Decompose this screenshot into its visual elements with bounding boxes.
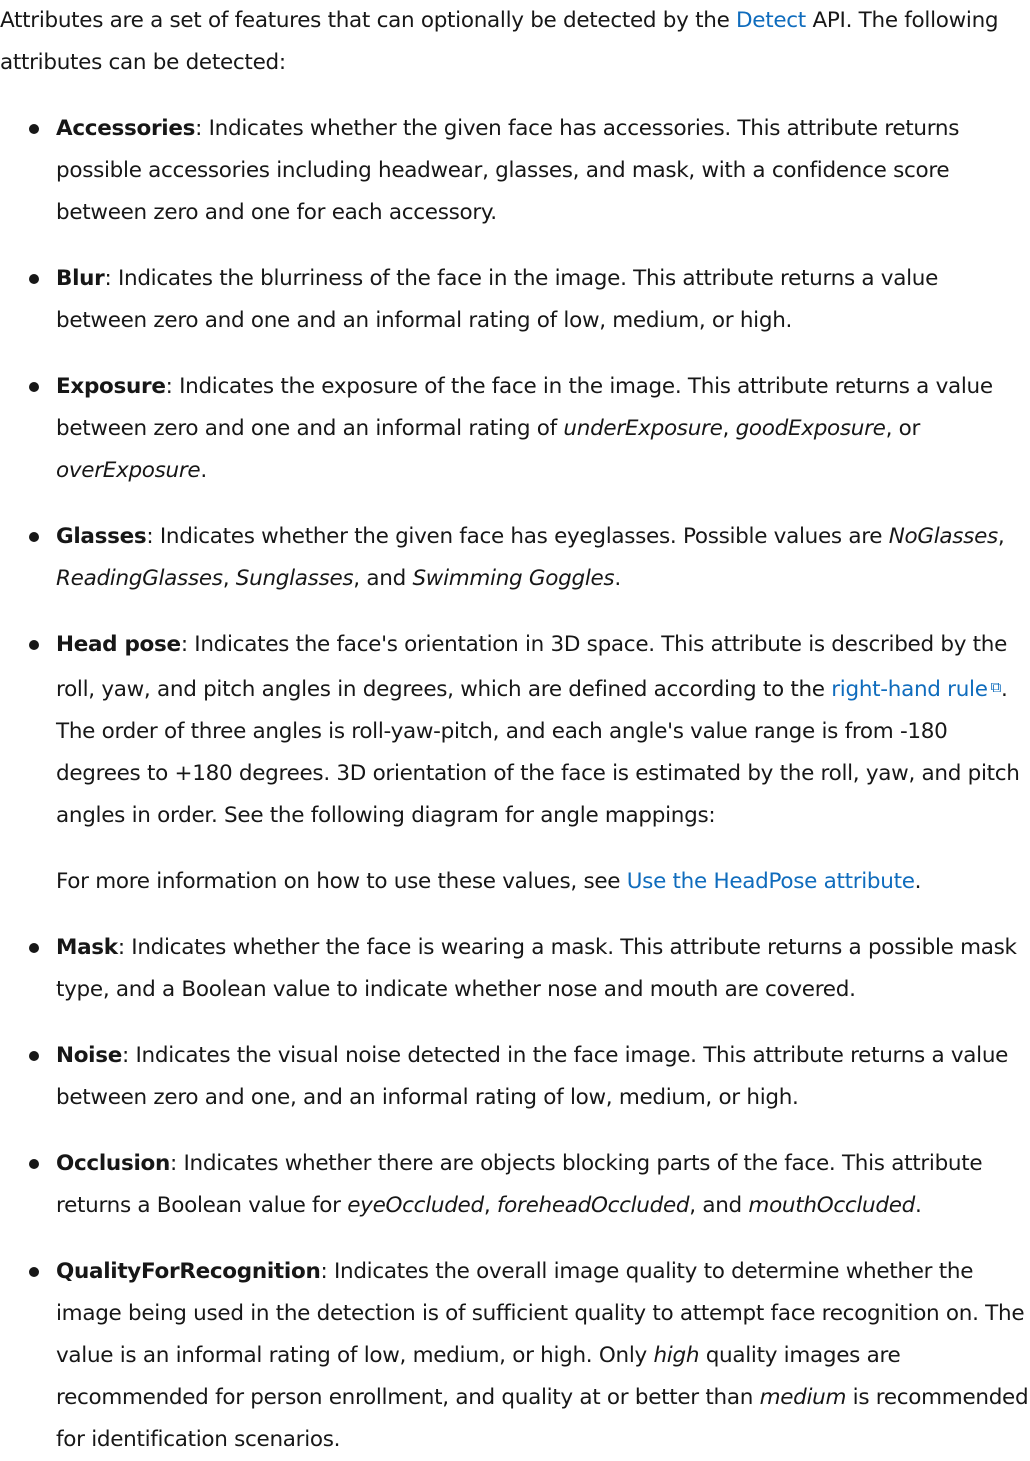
list-item-qualityforrecognition: [0, 1251, 1030, 1461]
value-noglasses: NoGlasses: [888, 524, 998, 549]
list-item-occlusion: [0, 1143, 1030, 1227]
desc-glasses: : Indicates whether the given face has eyeglasses. Possible values are: [146, 524, 889, 549]
value-readingglasses: ReadingGlasses: [56, 566, 223, 591]
value-swimming-goggles: Swimming Goggles: [412, 566, 615, 591]
detect-link[interactable]: Detect: [736, 8, 806, 33]
separator: , or: [885, 416, 921, 441]
value-foreheadoccluded: foreheadOccluded: [496, 1193, 690, 1218]
right-hand-rule-link-text: right-hand rule: [831, 677, 988, 702]
desc-blur: : Indicates the blurriness of the face in the image. This attribute returns a value between zero and one and an informal rating of low, medium, or high.: [56, 266, 939, 333]
separator: ,: [483, 1193, 497, 1218]
desc-occlusion: : Indicates whether there are objects blocking parts of the face. This attribute returns a Boolean value for: [56, 1151, 983, 1218]
intro-text: Attributes are a set of features that can optionally be detected by the: [0, 8, 737, 33]
term-head-pose: Head pose: [56, 632, 181, 657]
term-glasses: Glasses: [56, 524, 147, 549]
external-link-icon: ⧉: [990, 678, 1002, 696]
list-item-noise: [0, 1035, 1030, 1119]
list-item-accessories: [0, 108, 1030, 234]
list-item-exposure: [0, 366, 1030, 492]
term-mask: Mask: [56, 935, 118, 960]
list-item-blur: [0, 258, 1030, 342]
list-item-glasses: [0, 516, 1030, 600]
desc-head-pose-cont: . The order of three angles is roll-yaw-pitch, and each angle's value range is from -180 degrees to +180 degrees. 3D orientation of the face is estimated by the roll, yaw, and pitch angles in order. See the following diagram for angle mappings:: [56, 677, 1020, 828]
term-noise: Noise: [56, 1043, 123, 1068]
list-item-mask: [0, 927, 1030, 1011]
separator: ,: [997, 524, 1005, 549]
value-high: high: [653, 1343, 700, 1368]
value-sunglasses: Sunglasses: [235, 566, 354, 591]
period: .: [200, 458, 207, 483]
list-item-head-pose: [0, 624, 1030, 903]
desc-mask: : Indicates whether the face is wearing a mask. This attribute returns a possible mask type, and a Boolean value to indicate whether nose and mouth are covered.: [56, 935, 1017, 1002]
headpose-attribute-link[interactable]: Use the HeadPose attribute: [626, 869, 915, 894]
intro-text-end: API. The following attributes can be detected:: [0, 8, 999, 75]
right-hand-rule-link[interactable]: [831, 677, 1001, 702]
term-occlusion: Occlusion: [56, 1151, 170, 1176]
value-overexposure: overExposure: [56, 458, 201, 483]
separator: ,: [222, 566, 236, 591]
desc-accessories: : Indicates whether the given face has accessories. This attribute returns possible accessories including headwear, glasses, and mask, with a confidence score between zero and one for each accessory.: [56, 116, 960, 225]
period: .: [614, 566, 621, 591]
term-exposure: Exposure: [56, 374, 166, 399]
attribute-list: [0, 108, 1030, 1461]
separator: , and: [689, 1193, 749, 1218]
value-underexposure: underExposure: [563, 416, 723, 441]
term-blur: Blur: [56, 266, 105, 291]
value-goodexposure: goodExposure: [735, 416, 886, 441]
intro-paragraph: [0, 0, 1030, 84]
desc-exposure: : Indicates the exposure of the face in the image. This attribute returns a value between zero and one and an informal rating of: [56, 374, 993, 441]
period: .: [914, 869, 922, 894]
value-mouthoccluded: mouthOccluded: [748, 1193, 915, 1218]
desc-qualityforrecognition-end: is recommended for identification scenarios.: [56, 1385, 1029, 1452]
value-medium: medium: [759, 1385, 847, 1410]
desc-qualityforrecognition-cont: quality images are recommended for person enrollment, and quality at or better than: [56, 1343, 901, 1410]
term-accessories: Accessories: [56, 116, 196, 141]
desc-noise: : Indicates the visual noise detected in the face image. This attribute returns a value between zero and one, and an informal rating of low, medium, or high.: [56, 1043, 1009, 1110]
desc-qualityforrecognition: : Indicates the overall image quality to determine whether the image being used in the detection is of sufficient quality to attempt face recognition on. The value is an informal rating of low, medium, or high. Only: [56, 1259, 1025, 1368]
term-qualityforrecognition: QualityForRecognition: [56, 1259, 321, 1284]
separator: ,: [722, 416, 736, 441]
desc-head-pose: : Indicates the face's orientation in 3D space. This attribute is described by the roll, yaw, and pitch angles in degrees, which are defined according to the: [56, 632, 1008, 702]
head-pose-more-info: [56, 861, 1030, 903]
separator: , and: [353, 566, 413, 591]
value-eyeoccluded: eyeOccluded: [347, 1193, 484, 1218]
more-info-text: For more information on how to use these values, see: [56, 869, 627, 894]
period: .: [915, 1193, 922, 1218]
